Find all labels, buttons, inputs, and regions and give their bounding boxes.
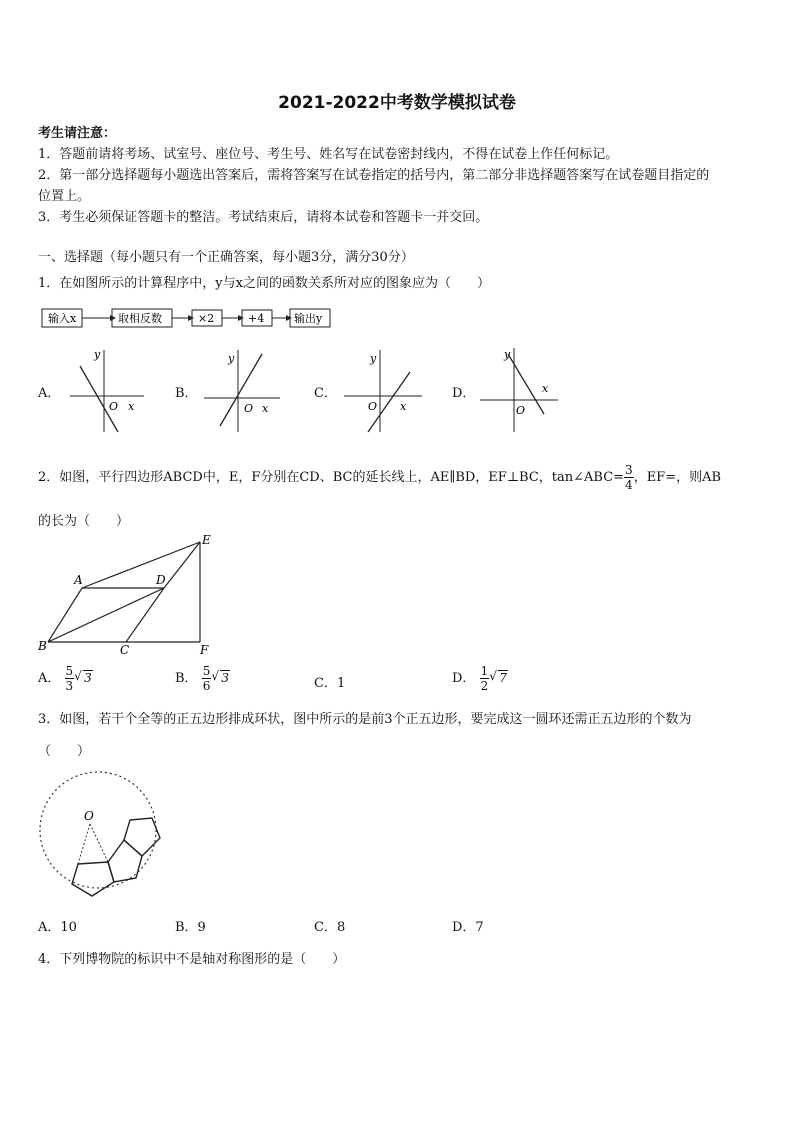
svg-text:x: x bbox=[262, 402, 269, 415]
q1-option-d-label[interactable]: D． bbox=[452, 386, 476, 401]
q1-option-d-graph bbox=[478, 344, 562, 434]
q3-option-d[interactable]: D．7 bbox=[452, 920, 484, 935]
notice-item-1: 1．答题前请将考场、试室号、座位号、考生号、姓名写在试卷密封线内，不得在试卷上作任何标记。 bbox=[38, 147, 619, 162]
notice-item-2: 2．第一部分选择题每小题选出答案后，需将答案写在试卷指定的括号内，第二部分非选择题答案写在试卷题目指定的 bbox=[38, 168, 710, 183]
svg-text:O: O bbox=[516, 404, 526, 417]
svg-text:x: x bbox=[128, 400, 135, 413]
section-heading: 一、选择题（每小题只有一个正确答案，每小题3分，满分30分） bbox=[38, 250, 414, 265]
svg-text:F: F bbox=[200, 643, 209, 656]
q2-option-a[interactable]: A． $\frac{5}{3}$ √ 3 bbox=[38, 664, 92, 693]
flow-text-negate: 取相反数 bbox=[118, 312, 162, 325]
svg-text:O: O bbox=[84, 809, 94, 823]
svg-text:C: C bbox=[120, 643, 130, 656]
q1-option-b-graph bbox=[200, 346, 284, 434]
q1-option-c-graph bbox=[340, 346, 424, 434]
q1-flowchart bbox=[40, 302, 340, 336]
q2-stem: 2．如图，平行四边形ABCD中，E，F分别在CD、BC的延长线上，AE∥BD，EF⊥BC，tan∠ABC= $\frac{3}{4}$ ，EF=，则AB bbox=[38, 463, 722, 492]
q1-option-b-label[interactable]: B． bbox=[175, 386, 198, 401]
q2-option-c[interactable]: C．1 bbox=[314, 676, 346, 691]
notice-item-3: 3．考生必须保证答题卡的整洁。考试结束后，请将本试卷和答题卡一并交回。 bbox=[38, 210, 489, 225]
q3-option-b[interactable]: B．9 bbox=[175, 920, 206, 935]
q2-stem-cont: 的长为（ ） bbox=[38, 514, 130, 529]
q1-option-c-label[interactable]: C． bbox=[314, 386, 337, 401]
q3-option-c[interactable]: C．8 bbox=[314, 920, 346, 935]
svg-text:y: y bbox=[228, 352, 235, 365]
svg-text:A: A bbox=[74, 573, 83, 587]
q2-tan-fraction: $\frac{3}{4}$ bbox=[625, 463, 633, 492]
notice-item-2-cont: 位置上。 bbox=[38, 189, 91, 204]
flow-text-times2: ×2 bbox=[198, 312, 215, 325]
q2-figure bbox=[36, 532, 216, 656]
q4-stem: 4．下列博物院的标识中不是轴对称图形的是（ ） bbox=[38, 952, 346, 967]
page-title: 2021-2022中考数学模拟试卷 bbox=[278, 93, 516, 113]
svg-text:O: O bbox=[244, 402, 254, 415]
notice-heading: 考生请注意： bbox=[38, 126, 117, 141]
svg-text:E: E bbox=[202, 533, 211, 547]
flow-text-output: 输出y bbox=[294, 312, 323, 325]
q2-option-b[interactable]: B． $\frac{5}{6}$ √ 3 bbox=[175, 664, 229, 693]
flow-text-plus4: +4 bbox=[248, 312, 265, 325]
svg-text:B: B bbox=[38, 639, 47, 653]
q1-stem: 1．在如图所示的计算程序中，y与x之间的函数关系所对应的图象应为（ ） bbox=[38, 276, 490, 291]
svg-text:O: O bbox=[109, 400, 119, 413]
q3-stem-cont: （ ） bbox=[38, 744, 91, 759]
svg-text:y: y bbox=[504, 348, 511, 361]
q3-option-a[interactable]: A．10 bbox=[38, 920, 77, 935]
q1-option-a-graph bbox=[64, 346, 148, 434]
svg-text:x: x bbox=[400, 400, 407, 413]
svg-text:y: y bbox=[94, 348, 101, 361]
q3-figure bbox=[36, 768, 196, 904]
flow-text-input: 输入x bbox=[48, 312, 77, 325]
q3-stem: 3．如图，若干个全等的正五边形排成环状，图中所示的是前3个正五边形，要完成这一圆环还需正五边形的个数为 bbox=[38, 712, 692, 727]
svg-text:y: y bbox=[370, 352, 377, 365]
svg-text:D: D bbox=[156, 573, 166, 587]
q1-option-a-label[interactable]: A． bbox=[38, 386, 61, 401]
q2-option-d[interactable]: D． $\frac{1}{2}$ √ 7 bbox=[452, 664, 507, 693]
svg-text:O: O bbox=[368, 400, 378, 413]
svg-text:x: x bbox=[542, 382, 549, 395]
